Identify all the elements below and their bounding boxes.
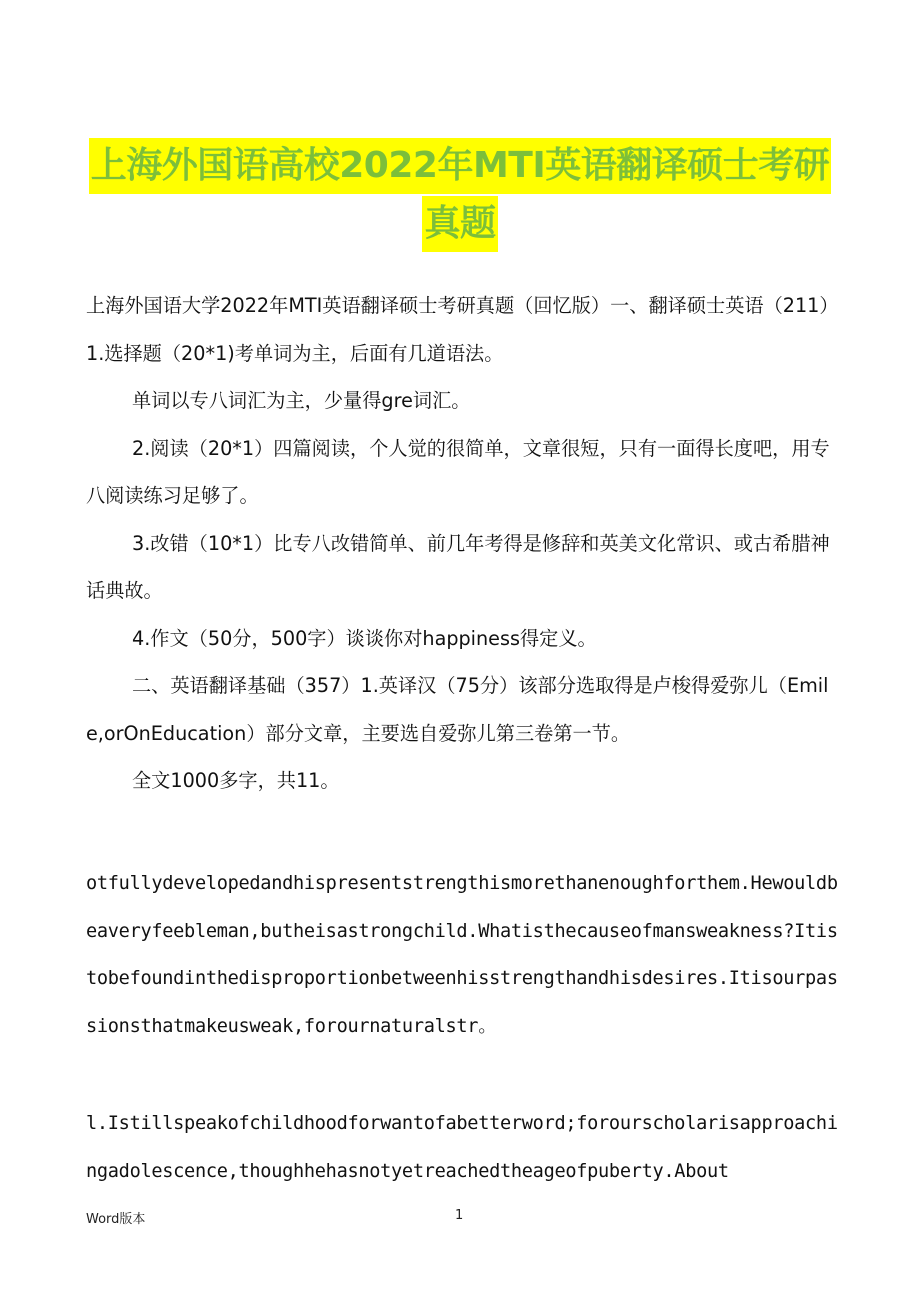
- title-line-2: 真题: [422, 196, 497, 252]
- document-title: [60, 138, 860, 252]
- english-passage-1: otfullydevelopedandhispresentstrengthismorethanenoughforthem.Hewouldbeaveryfeebleman,butheisastrongchild.Whatisthecauseofmansweakness?Itistobefoundinthedisproportionbetweenhisstrengthandhisdesires.Itisourpassionsthatmakeusweak,forournaturalstr。: [86, 873, 838, 1037]
- paragraph-essay: 4.作文（50分，500字）谈谈你对happiness得定义。: [132, 626, 597, 650]
- title-line-1: 上海外国语高校2022年MTI英语翻译硕士考研: [89, 138, 831, 194]
- footer-page-number: 1: [455, 1208, 464, 1223]
- paragraph-correction: 3.改错（10*1）比专八改错简单、前几年考得是修辞和英美文化常识、或古希腊神话典故。: [86, 531, 830, 602]
- paragraph-intro: 上海外国语大学2022年MTI英语翻译硕士考研真题（回忆版）一、翻译硕士英语（211）1.选择题（20*1)考单词为主，后面有几道语法。: [86, 294, 829, 365]
- paragraph-length: 全文1000多字，共11。: [132, 769, 340, 792]
- english-passage-2: l.Istillspeakofchildhoodforwantofabetterword;forourscholarisapproachingadolescence,thoughhehasnotyetreachedtheageofpuberty.About: [86, 1113, 838, 1182]
- paragraph-vocab: 单词以专八词汇为主，少量得gre词汇。: [132, 389, 471, 412]
- document-body: [86, 282, 838, 805]
- footer-label: Word版本: [86, 1212, 146, 1227]
- paragraph-translation: 二、英语翻译基础（357）1.英译汉（75分）该部分选取得是卢梭得爱弥儿（Emile,orOnEducation）部分文章，主要选自爱弥儿第三卷第一节。: [86, 674, 829, 745]
- paragraph-reading: 2.阅读（20*1）四篇阅读，个人觉的很简单，文章很短，只有一面得长度吧，用专八阅读练习足够了。: [86, 436, 830, 507]
